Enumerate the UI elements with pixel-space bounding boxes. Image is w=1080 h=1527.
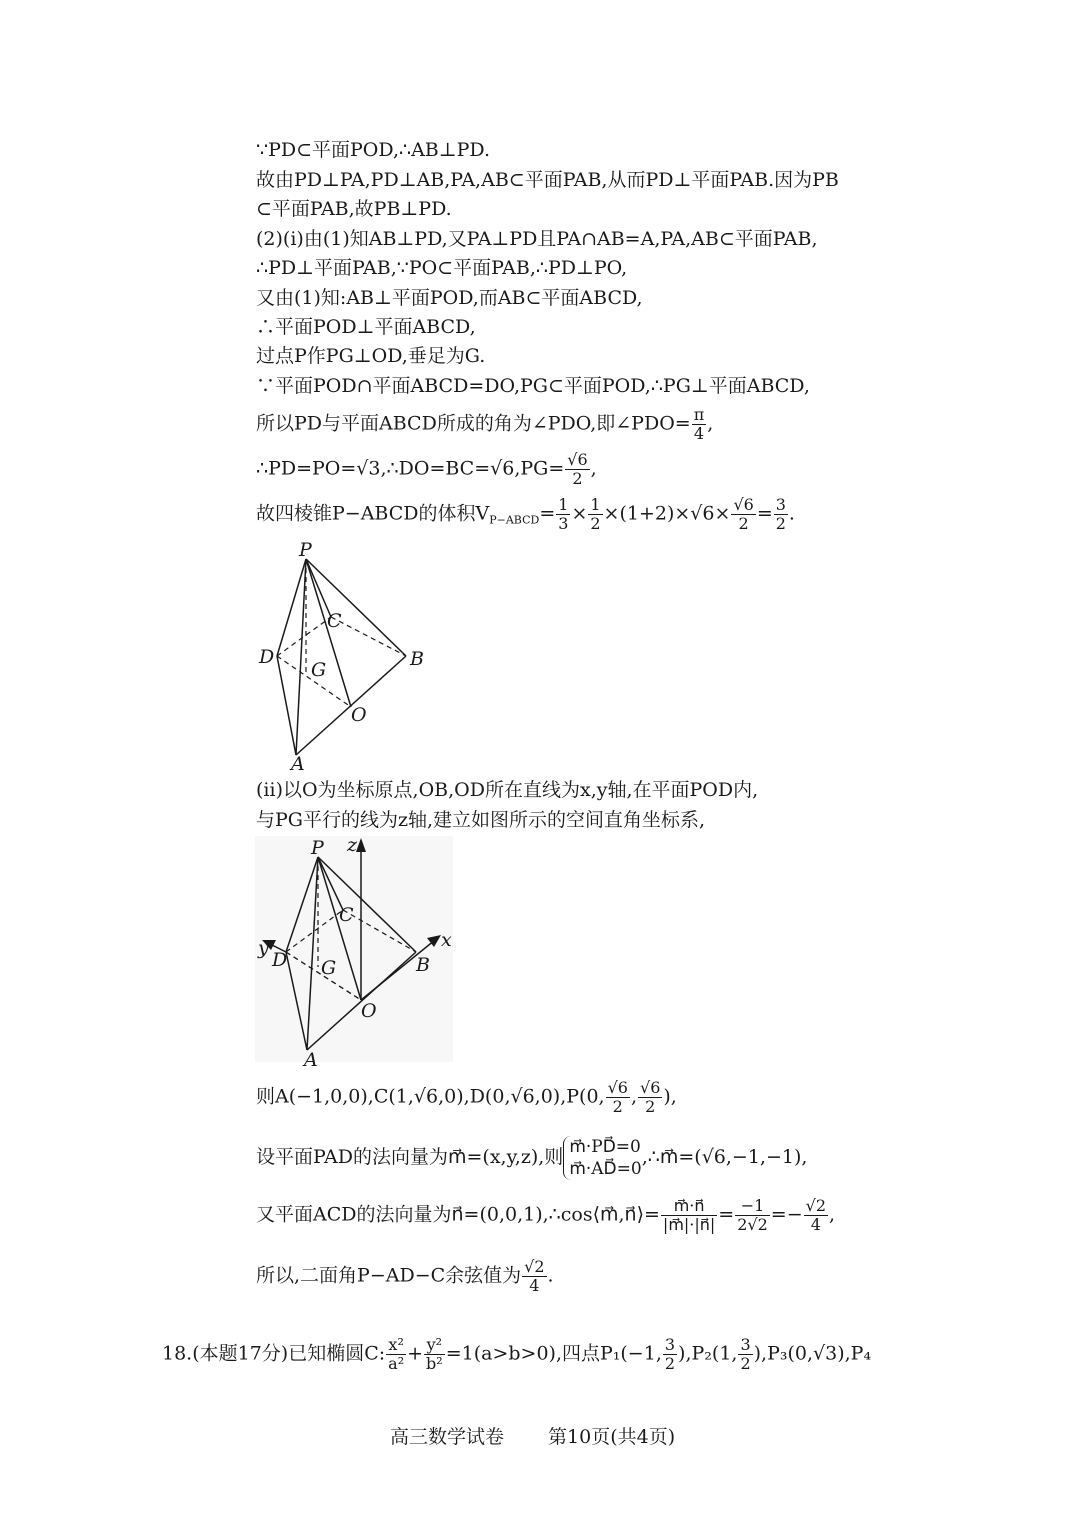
normal-vector-text: 设平面PAD的法向量为m⃗=(x,y,z),则 — [256, 1146, 564, 1168]
fraction-denominator: 2 — [775, 514, 786, 533]
q18-intro: 18.(本题17分)已知椭圆C: — [162, 1342, 386, 1365]
line-12-volume — [256, 496, 795, 533]
equals: = — [756, 502, 773, 525]
coords-end: ), — [663, 1085, 677, 1108]
fraction-numerator: 1 — [590, 495, 601, 514]
q18-tail: ),P₃(0,√3),P₄ — [753, 1342, 872, 1365]
vertex-label-g: G — [311, 659, 327, 681]
fraction-denominator: 2 — [612, 1097, 623, 1116]
volume-text: 故四棱锥P−ABCD的体积V — [256, 502, 490, 525]
period: . — [788, 502, 795, 525]
fraction-denominator: 4 — [529, 1276, 540, 1295]
equation-system — [563, 1136, 641, 1180]
volume-middle: ×(1+2)×√6× — [603, 502, 731, 525]
line-2: 故由PD⊥PA,PD⊥AB,PA,AB⊂平面PAB,从而PD⊥平面PAB.因为PB — [256, 169, 839, 191]
cosine-text: 又平面ACD的法向量为n⃗=(0,0,1),∴cos⟨m⃗,n⃗⟩= — [256, 1203, 660, 1226]
fraction-denominator: 4 — [693, 424, 705, 443]
fraction-denominator: 2 — [590, 514, 601, 533]
equals: = — [718, 1203, 735, 1226]
fraction-denominator: b² — [426, 1354, 443, 1373]
vertex-label-p: P — [299, 539, 312, 561]
line-17-cosine — [256, 1197, 835, 1234]
line-11-end: , — [590, 457, 597, 480]
fraction-numerator: x² — [386, 1336, 406, 1355]
page-footer — [390, 1422, 719, 1449]
line-15-coordinates — [256, 1079, 677, 1116]
vertex-label-o: O — [361, 1000, 377, 1022]
vertex-label-a: A — [291, 753, 305, 772]
fraction-denominator: 3 — [558, 514, 569, 533]
axis-label-z: z — [347, 834, 358, 856]
line-13: (ⅱ)以O为坐标原点,OB,OD所在直线为x,y轴,在平面POD内, — [256, 779, 759, 801]
pyramid-figure-2-coordinates — [250, 834, 460, 1070]
vertex-label-c: C — [327, 610, 342, 632]
fraction-denominator: 2 — [738, 514, 749, 533]
fraction-denominator: 2 — [572, 469, 583, 488]
fraction-numerator: √6 — [567, 450, 588, 469]
fraction-root6-2 — [638, 1079, 662, 1116]
fraction-numerator: 3 — [664, 1335, 676, 1354]
volume-subscript: P−ABCD — [489, 513, 540, 527]
line-9: ∵平面POD∩平面ABCD=DO,PG⊂平面POD,∴PG⊥平面ABCD, — [256, 375, 810, 397]
fraction-numerator: √2 — [805, 1196, 826, 1215]
comma: , — [630, 1085, 637, 1108]
axis-label-y: y — [258, 937, 269, 959]
line-18-conclusion — [256, 1258, 554, 1295]
times: × — [571, 502, 588, 525]
q18-p2: ),P₂(1, — [678, 1342, 738, 1365]
coords-text: 则A(−1,0,0),C(1,√6,0),D(0,√6,0),P(0, — [256, 1085, 605, 1108]
fraction-numerator: 1 — [558, 495, 569, 514]
fraction-denominator: 2√2 — [737, 1215, 768, 1234]
equation-2: m⃗·AD⃗=0 — [569, 1159, 642, 1179]
fraction-numerator: 3 — [775, 495, 786, 514]
period: . — [547, 1264, 554, 1287]
fraction-root6-2 — [731, 496, 755, 533]
fraction-3-2 — [774, 496, 788, 533]
vertex-label-c: C — [339, 904, 354, 926]
line-10-text: 所以PD与平面ABCD所成的角为∠PDO,即∠PDO= — [256, 412, 691, 435]
vertex-label-d: D — [259, 646, 275, 668]
ellipse-fraction-y — [424, 1336, 445, 1373]
line-14: 与PG平行的线为z轴,建立如图所示的空间直角坐标系, — [256, 809, 706, 831]
fraction-3-2 — [663, 1336, 677, 1373]
line-5: ∴PD⊥平面PAB,∵PO⊂平面PAB,∴PD⊥PO, — [256, 257, 628, 279]
fraction-root2-4 — [522, 1258, 546, 1295]
fraction-neg1-2root2 — [735, 1197, 770, 1234]
pg-fraction — [565, 451, 589, 488]
vertex-label-d: D — [272, 949, 288, 971]
line-10-end: , — [707, 412, 714, 435]
fraction-1-3 — [556, 496, 570, 533]
fraction-denominator: |m⃗|·|n⃗| — [662, 1215, 716, 1234]
cosine-fraction — [661, 1197, 717, 1234]
fraction-1-2 — [588, 496, 602, 533]
fraction-denominator: 2 — [664, 1354, 676, 1373]
line-7: ∴平面POD⊥平面ABCD, — [256, 316, 476, 338]
line-3: ⊂平面PAB,故PB⊥PD. — [256, 198, 452, 220]
axis-label-x: x — [441, 929, 452, 951]
ellipse-fraction-x — [386, 1336, 406, 1373]
pi-over-4-fraction — [692, 406, 707, 443]
plus: + — [407, 1342, 424, 1365]
vertex-label-o: O — [351, 704, 367, 726]
fraction-numerator: √6 — [733, 495, 754, 514]
equation-1: m⃗·PD⃗=0 — [569, 1137, 641, 1157]
comma: , — [829, 1203, 836, 1226]
vertex-label-p: P — [311, 837, 324, 859]
vertex-label-a: A — [304, 1049, 318, 1070]
fraction-numerator: −1 — [735, 1197, 770, 1216]
fraction-numerator: √2 — [524, 1257, 545, 1276]
fraction-numerator: 3 — [740, 1335, 751, 1354]
question-18 — [162, 1336, 871, 1373]
fraction-denominator: 2 — [645, 1097, 656, 1116]
fraction-numerator: m⃗·n⃗ — [661, 1197, 717, 1216]
fraction-denominator: a² — [388, 1354, 405, 1373]
fraction-denominator: 2 — [740, 1354, 751, 1373]
fraction-numerator: √6 — [640, 1078, 661, 1097]
vertex-label-b: B — [410, 648, 424, 670]
line-6: 又由(1)知:AB⊥平面POD,而AB⊂平面ABCD, — [256, 287, 643, 309]
line-4: (2)(ⅰ)由(1)知AB⊥PD,又PA⊥PD且PA∩AB=A,PA,AB⊂平面PAB, — [256, 228, 818, 250]
conclusion-text: 所以,二面角P−AD−C余弦值为 — [256, 1264, 522, 1287]
footer-title: 高三数学试卷 — [390, 1426, 505, 1448]
fraction-3-2 — [738, 1336, 752, 1373]
vertex-label-b: B — [416, 954, 430, 976]
line-8: 过点P作PG⊥OD,垂足为G. — [256, 345, 486, 367]
line-11 — [256, 451, 597, 488]
line-16-normal-vector — [256, 1136, 807, 1180]
fraction-numerator: π — [693, 405, 705, 424]
normal-vector-result: ,∴m⃗=(√6,−1,−1), — [641, 1146, 808, 1168]
footer-page-number: 第10页(共4页) — [548, 1426, 676, 1448]
line-10 — [256, 406, 713, 443]
equals: = — [539, 502, 556, 525]
pyramid-figure-1 — [250, 536, 440, 772]
fraction-numerator: y² — [424, 1336, 445, 1355]
vertex-label-g: G — [321, 957, 337, 979]
line-11-text: ∴PD=PO=√3,∴DO=BC=√6,PG= — [256, 457, 565, 480]
fraction-root2-4 — [804, 1197, 828, 1234]
fraction-denominator: 4 — [810, 1215, 821, 1234]
q18-condition: =1(a>b>0),四点P₁(−1, — [445, 1342, 662, 1365]
line-1: ∵PD⊂平面POD,∴AB⊥PD. — [256, 139, 491, 161]
fraction-numerator: √6 — [607, 1078, 628, 1097]
equals-negative: =− — [770, 1203, 803, 1226]
fraction-root6-2 — [606, 1079, 630, 1116]
